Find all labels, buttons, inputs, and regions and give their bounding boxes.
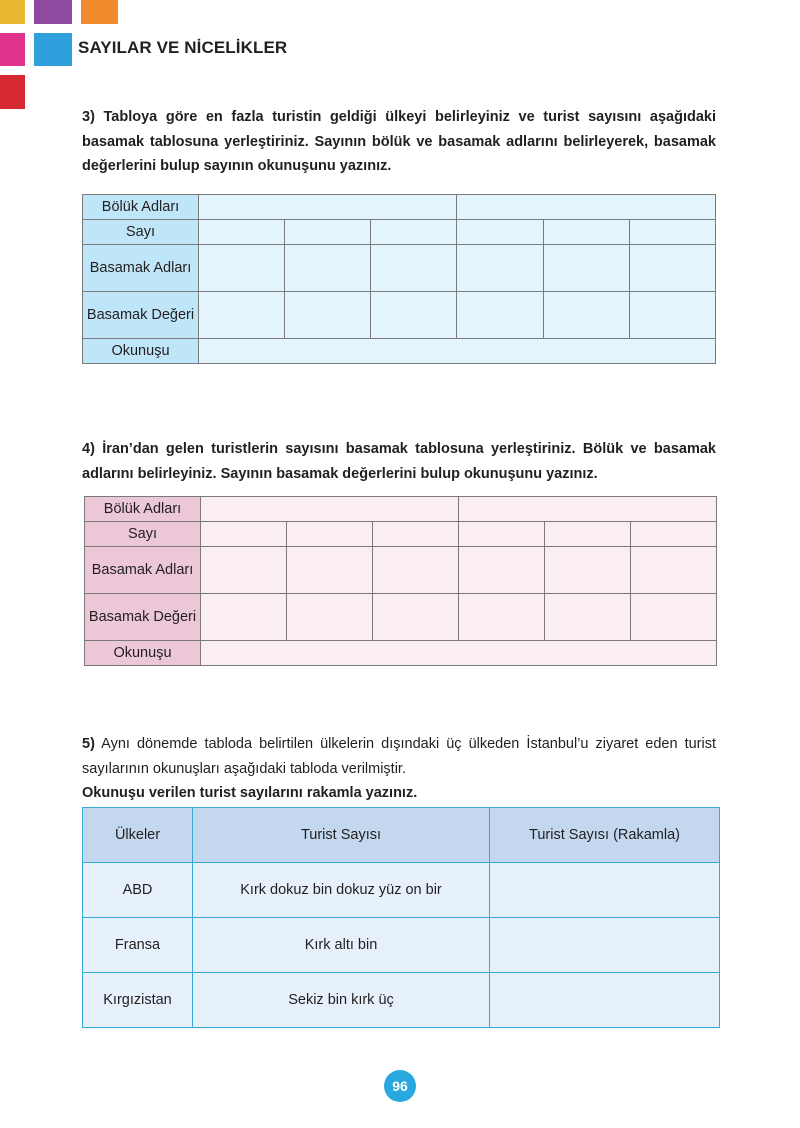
row-label: Sayı	[85, 522, 201, 547]
answer-cell[interactable]	[631, 547, 717, 594]
corner-square-red	[0, 75, 25, 109]
answer-cell[interactable]	[371, 245, 457, 292]
place-value-table-blue	[82, 194, 716, 364]
table-row	[83, 863, 720, 918]
answer-cell[interactable]	[629, 245, 715, 292]
answer-cell[interactable]	[201, 522, 287, 547]
question-number: 4)	[82, 441, 95, 457]
table-row	[83, 339, 716, 364]
country-cell: Fransa	[83, 918, 193, 973]
question-number: 5)	[82, 736, 95, 752]
answer-cell[interactable]	[285, 292, 371, 339]
table-row	[83, 220, 716, 245]
answer-cell[interactable]	[287, 594, 373, 641]
answer-cell[interactable]	[371, 220, 457, 245]
place-value-table-pink	[84, 496, 717, 666]
reading-cell: Kırk dokuz bin dokuz yüz on bir	[193, 863, 490, 918]
answer-cell[interactable]	[545, 547, 631, 594]
table-row	[85, 497, 717, 522]
answer-cell[interactable]	[631, 594, 717, 641]
reading-cell: Kırk altı bin	[193, 918, 490, 973]
answer-cell[interactable]	[373, 522, 459, 547]
table-row	[85, 641, 717, 666]
answer-cell[interactable]	[457, 195, 716, 220]
answer-cell[interactable]	[199, 195, 457, 220]
reading-cell: Sekiz bin kırk üç	[193, 973, 490, 1028]
answer-cell[interactable]	[490, 918, 720, 973]
answer-cell[interactable]	[287, 547, 373, 594]
table-row	[85, 594, 717, 641]
answer-cell[interactable]	[199, 245, 285, 292]
answer-cell[interactable]	[201, 497, 459, 522]
answer-cell[interactable]	[373, 547, 459, 594]
answer-cell[interactable]	[201, 641, 717, 666]
page-number: 96	[384, 1070, 416, 1102]
table-row	[85, 522, 717, 547]
row-label: Okunuşu	[85, 641, 201, 666]
answer-cell[interactable]	[459, 594, 545, 641]
corner-square-magenta	[0, 33, 25, 66]
answer-cell[interactable]	[201, 594, 287, 641]
table-row	[83, 973, 720, 1028]
answer-cell[interactable]	[457, 292, 543, 339]
table-row	[85, 547, 717, 594]
corner-square-purple	[34, 0, 72, 24]
column-header: Turist Sayısı	[193, 808, 490, 863]
question-5	[82, 732, 716, 806]
country-cell: Kırgızistan	[83, 973, 193, 1028]
row-label: Basamak Adları	[83, 245, 199, 292]
row-label: Basamak Değeri	[83, 292, 199, 339]
answer-cell[interactable]	[459, 497, 717, 522]
section-title: SAYILAR VE NİCELİKLER	[78, 38, 288, 57]
row-label: Sayı	[83, 220, 199, 245]
answer-cell[interactable]	[371, 292, 457, 339]
table-row	[83, 292, 716, 339]
answer-cell[interactable]	[631, 522, 717, 547]
answer-cell[interactable]	[285, 220, 371, 245]
question-instruction: Okunuşu verilen turist sayılarını rakamla yazınız.	[82, 785, 418, 801]
row-label: Bölük Adları	[83, 195, 199, 220]
answer-cell[interactable]	[459, 522, 545, 547]
question-number: 3)	[82, 109, 95, 125]
answer-cell[interactable]	[543, 292, 629, 339]
table-row	[83, 918, 720, 973]
question-text: İran’dan gelen turistlerin sayısını basamak tablosuna yerleştiriniz. Bölük ve basamak adlarını belirleyiniz. Sayının basamak değerlerini bulup okunuşunu yazınız.	[82, 441, 716, 482]
question-text: Aynı dönemde tabloda belirtilen ülkelerin dışındaki üç ülkeden İstanbul’u ziyaret eden turist sayılarının okunuşları aşağıdaki tabloda verilmiştir.	[82, 736, 716, 777]
answer-cell[interactable]	[490, 863, 720, 918]
answer-cell[interactable]	[545, 594, 631, 641]
column-header: Ülkeler	[83, 808, 193, 863]
column-header: Turist Sayısı (Rakamla)	[490, 808, 720, 863]
question-3	[82, 105, 716, 179]
corner-square-orange	[81, 0, 118, 24]
table-header-row	[83, 808, 720, 863]
answer-cell[interactable]	[545, 522, 631, 547]
answer-cell[interactable]	[199, 339, 716, 364]
question-4	[82, 437, 716, 486]
answer-cell[interactable]	[201, 547, 287, 594]
table-row	[83, 195, 716, 220]
answer-cell[interactable]	[543, 220, 629, 245]
tourist-count-table	[82, 807, 720, 1028]
row-label: Basamak Adları	[85, 547, 201, 594]
country-cell: ABD	[83, 863, 193, 918]
answer-cell[interactable]	[543, 245, 629, 292]
corner-square-blue	[34, 33, 72, 66]
row-label: Bölük Adları	[85, 497, 201, 522]
answer-cell[interactable]	[459, 547, 545, 594]
answer-cell[interactable]	[457, 245, 543, 292]
answer-cell[interactable]	[490, 973, 720, 1028]
answer-cell[interactable]	[629, 292, 715, 339]
answer-cell[interactable]	[373, 594, 459, 641]
row-label: Basamak Değeri	[85, 594, 201, 641]
answer-cell[interactable]	[629, 220, 715, 245]
answer-cell[interactable]	[457, 220, 543, 245]
answer-cell[interactable]	[287, 522, 373, 547]
table-row	[83, 245, 716, 292]
row-label: Okunuşu	[83, 339, 199, 364]
answer-cell[interactable]	[199, 292, 285, 339]
answer-cell[interactable]	[199, 220, 285, 245]
corner-square-yellow	[0, 0, 25, 24]
question-text: Tabloya göre en fazla turistin geldiği ülkeyi belirleyiniz ve turist sayısını aşağıdaki basamak tablosuna yerleştiriniz. Sayının bölük ve basamak adlarını belirleyerek, basamak değerlerini bulup sayının okunuşunu yazınız.	[82, 109, 717, 174]
answer-cell[interactable]	[285, 245, 371, 292]
